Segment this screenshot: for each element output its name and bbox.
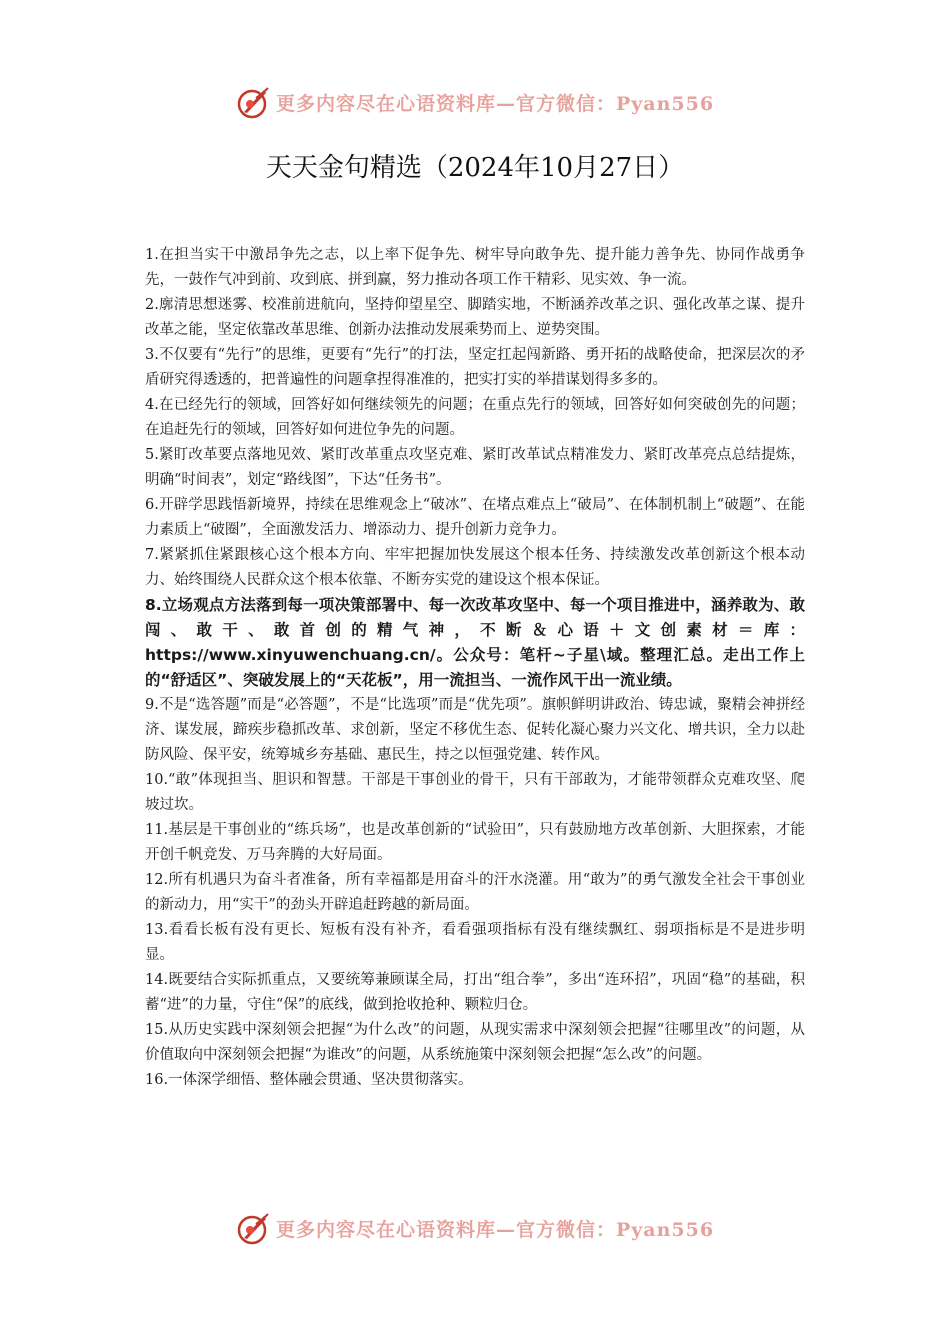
quotes-list xyxy=(145,243,805,1093)
banner-text: 更多内容尽在心语资料库—官方微信：Pyan556 xyxy=(275,92,715,115)
quote-paragraph: 14.既要结合实际抓重点，又要统筹兼顾谋全局，打出“组合拳”，多出“连环招”，巩固“稳”的基础，积蓄“进”的力量，守住“保”的底线，做到抢收抢种、颗粒归仓。 xyxy=(145,972,805,1013)
quote-paragraph: 10.“敢”体现担当、胆识和智慧。干部是干事创业的骨干，只有干部敢为，才能带领群众克难攻坚、爬坡过坎。 xyxy=(145,772,805,813)
quote-paragraph: 9.不是“选答题”而是“必答题”，不是“比选项”而是“优先项”。旗帜鲜明讲政治、铸忠诚，聚精会神拼经济、谋发展，蹄疾步稳抓改革、求创新，坚定不移优生态、促转化凝心聚力兴文化、增共识，全力以赴防风险、保平安，统筹城乡夯基础、惠民生，持之以恒强党建、转作风。 xyxy=(145,697,805,763)
quote-paragraph: 11.基层是干事创业的“练兵场”，也是改革创新的“试验田”，只有鼓励地方改革创新、大胆探索，才能开创千帆竞发、万马奔腾的大好局面。 xyxy=(145,822,805,863)
quote-paragraph: 1.在担当实干中激昂争先之志，以上率下促争先、树牢导向敢争先、提升能力善争先、协同作战勇争先，一鼓作气冲到前、攻到底、拼到赢，努力推动各项工作干精彩、见实效、争一流。 xyxy=(145,247,805,288)
quill-logo-icon xyxy=(236,1210,272,1246)
quote-paragraph: 2.廓清思想迷雾、校准前进航向，坚持仰望星空、脚踏实地，不断涵养改革之识、强化改革之谋、提升改革之能，坚定依靠改革思维、创新办法推动发展乘势而上、逆势突围。 xyxy=(145,297,805,338)
quote-paragraph: 15.从历史实践中深刻领会把握“为什么改”的问题，从现实需求中深刻领会把握“往哪里改”的问题，从价值取向中深刻领会把握“为谁改”的问题，从系统施策中深刻领会把握“怎么改”的问题。 xyxy=(145,1022,805,1063)
quote-paragraph: 7.紧紧抓住紧跟核心这个根本方向、牢牢把握加快发展这个根本任务、持续激发改革创新这个根本动力、始终围绕人民群众这个根本依靠、不断夯实党的建设这个根本保证。 xyxy=(145,547,805,588)
quote-paragraph: 3.不仅要有“先行”的思维，更要有“先行”的打法，坚定扛起闯新路、勇开拓的战略使命，把深层次的矛盾研究得透透的，把普遍性的问题拿捏得准准的，把实打实的举措谋划得多多的。 xyxy=(145,347,805,388)
quote-paragraph: 4.在已经先行的领域，回答好如何继续领先的问题；在重点先行的领域，回答好如何突破创先的问题；在追赶先行的领域，回答好如何进位争先的问题。 xyxy=(145,397,805,438)
footer-watermark-banner xyxy=(0,1208,950,1248)
quote-paragraph: 13.看看长板有没有更长、短板有没有补齐，看看强项指标有没有继续飘红、弱项指标是不是进步明显。 xyxy=(145,922,805,963)
quote-paragraph: 5.紧盯改革要点落地见效、紧盯改革重点攻坚克难、紧盯改革试点精准发力、紧盯改革亮点总结提炼，明确“时间表”，划定“路线图”，下达“任务书”。 xyxy=(145,447,805,488)
quote-paragraph: 6.开辟学思践悟新境界，持续在思维观念上“破冰”、在堵点难点上“破局”、在体制机制上“破题”、在能力素质上“破圈”，全面激发活力、增添动力、提升创新力竞争力。 xyxy=(145,497,805,538)
quote-paragraph-highlighted: 8.立场观点方法落到每一项决策部署中、每一次改革攻坚中、每一个项目推进中，涵养敢为、敢闯、敢干、敢首创的精气神，不断＆心语＋文创素材＝库：https://www.xinyuwenchuang.cn/。公众号：笔杆~子星\域。整理汇总。走出工作上的“舒适区”、突破发展上的“天花板”，用一流担当、一流作风干出一流业绩。 xyxy=(145,596,805,689)
header-watermark-banner xyxy=(0,82,950,122)
quote-paragraph: 16.一体深学细悟、整体融会贯通、坚决贯彻落实。 xyxy=(145,1072,473,1088)
quote-paragraph: 12.所有机遇只为奋斗者准备，所有幸福都是用奋斗的汗水浇灌。用“敢为”的勇气激发全社会干事创业的新动力，用“实干”的劲头开辟追赶跨越的新局面。 xyxy=(145,872,805,913)
banner-text: 更多内容尽在心语资料库—官方微信：Pyan556 xyxy=(275,1218,715,1241)
page-title: 天天金句精选（2024年10月27日） xyxy=(265,153,685,183)
quill-logo-icon xyxy=(236,84,272,120)
